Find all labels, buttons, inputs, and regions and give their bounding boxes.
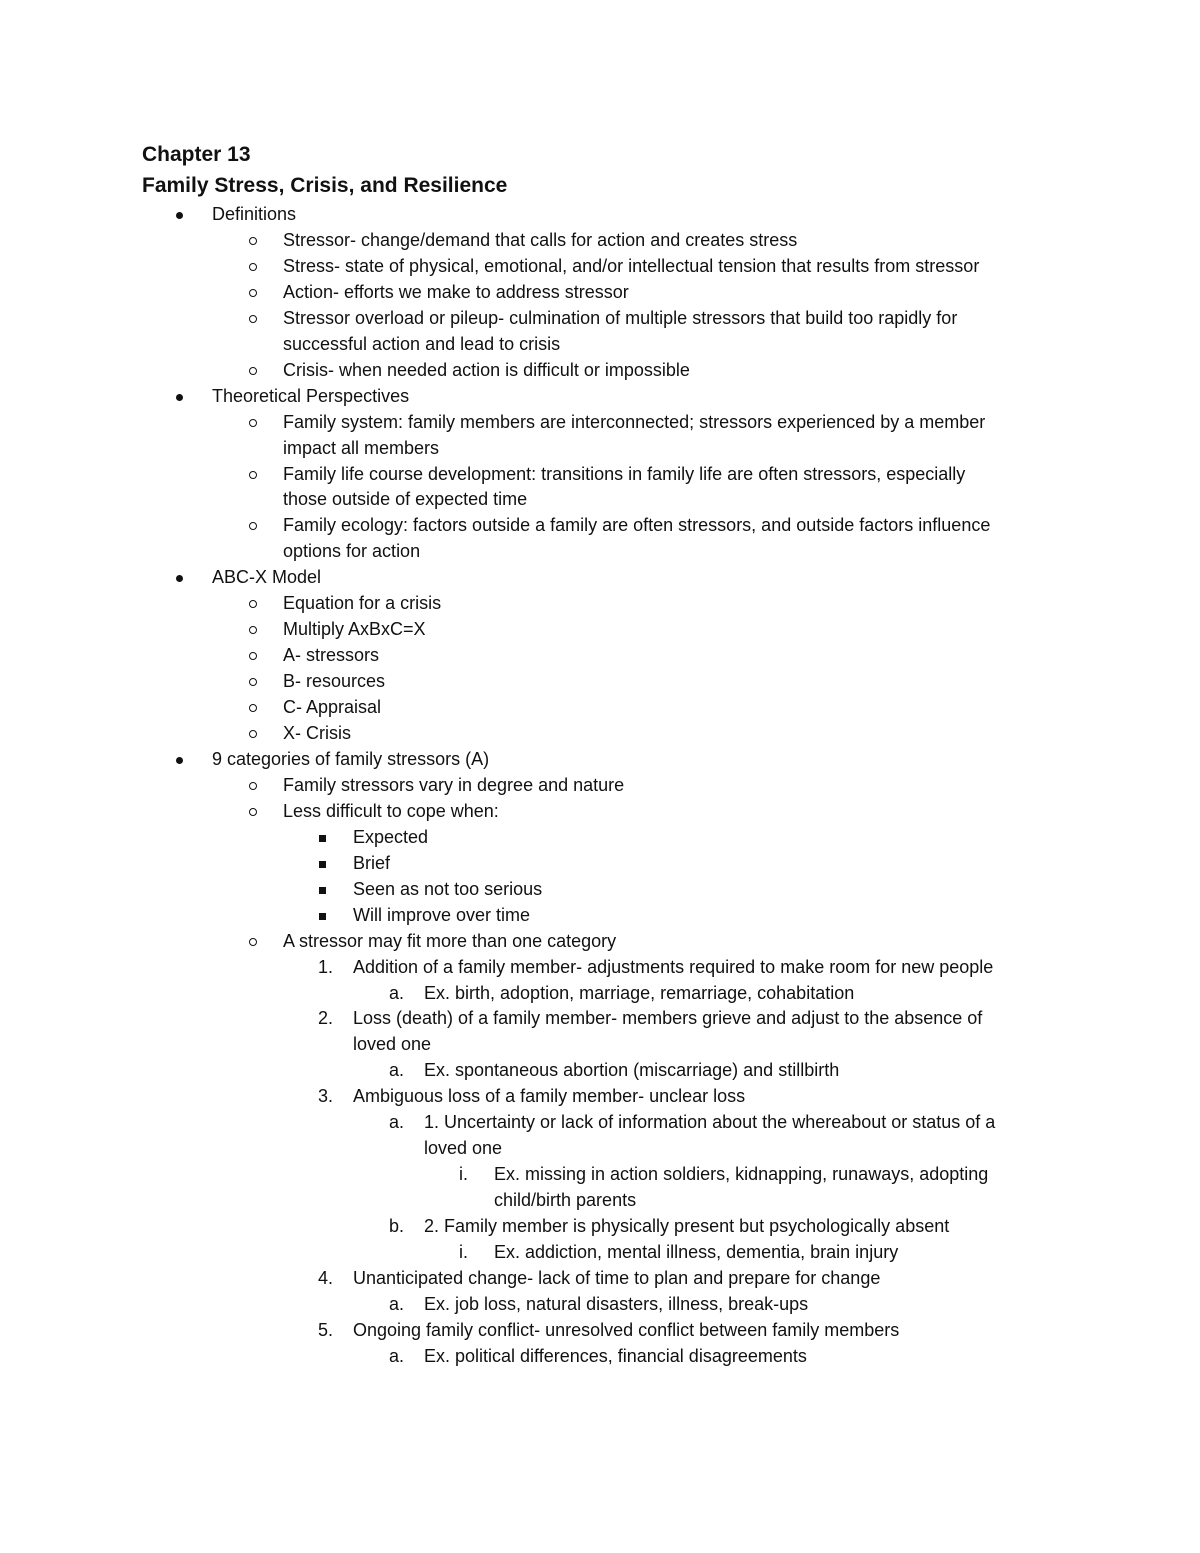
hollow-bullet-icon — [249, 289, 257, 297]
outline-text: Family system: family members are interconnected; stressors experienced by a member — [283, 411, 986, 432]
outline-line — [0, 902, 1200, 928]
outline-line — [0, 357, 1200, 383]
outline-text: Will improve over time — [353, 904, 531, 925]
outline-text: Ongoing family conflict- unresolved conflict between family members — [353, 1319, 900, 1340]
outline-text: Stressor overload or pileup- culmination of multiple stressors that build too rapidly for — [283, 307, 958, 328]
outline-text: options for action — [283, 541, 421, 562]
outline-text: ABC-X Model — [212, 567, 322, 588]
hollow-bullet-icon — [249, 678, 257, 686]
outline-line — [0, 435, 1200, 461]
outline-text: A stressor may fit more than one category — [283, 930, 617, 951]
outline-text: successful action and lead to crisis — [283, 333, 561, 354]
outline-line — [0, 1057, 1200, 1083]
outline-text: Stress- state of physical, emotional, and/or intellectual tension that results from stressor — [283, 255, 980, 276]
outline-text: Crisis- when needed action is difficult or impossible — [283, 359, 690, 380]
outline-text: Loss (death) of a family member- members grieve and adjust to the absence of — [353, 1008, 983, 1029]
hollow-bullet-icon — [249, 471, 257, 479]
outline-line — [0, 694, 1200, 720]
outline-line — [0, 980, 1200, 1006]
hollow-bullet-icon — [249, 730, 257, 738]
outline-line — [0, 850, 1200, 876]
list-number: i. — [459, 1164, 468, 1185]
outline-text: Ambiguous loss of a family member- unclear loss — [353, 1086, 746, 1107]
hollow-bullet-icon — [249, 652, 257, 660]
outline-text: B- resources — [283, 671, 386, 692]
outline-line — [0, 1343, 1200, 1369]
outline-line — [0, 1031, 1200, 1057]
outline-text: 2. Family member is physically present but psychologically absent — [424, 1216, 950, 1237]
list-number: 3. — [318, 1086, 334, 1107]
hollow-bullet-icon — [249, 626, 257, 634]
outline-line — [0, 954, 1200, 980]
outline-line — [0, 227, 1200, 253]
list-number: 1. — [318, 956, 334, 977]
outline-line — [0, 798, 1200, 824]
outline-text: Ex. job loss, natural disasters, illness, break-ups — [424, 1293, 809, 1314]
square-bullet-icon — [319, 887, 326, 894]
outline-text: Seen as not too serious — [353, 878, 543, 899]
outline-text: Multiply AxBxC=X — [283, 619, 426, 640]
outline-line — [0, 668, 1200, 694]
outline-line — [0, 486, 1200, 512]
outline-line — [0, 746, 1200, 772]
bullet-icon — [176, 212, 183, 219]
outline-line — [0, 642, 1200, 668]
hollow-bullet-icon — [249, 419, 257, 427]
outline-line — [0, 1265, 1200, 1291]
list-number: 4. — [318, 1267, 334, 1288]
list-number: a. — [389, 1293, 405, 1314]
outline-text: Theoretical Perspectives — [212, 385, 410, 406]
outline-line — [0, 720, 1200, 746]
outline-text: Equation for a crisis — [283, 593, 442, 614]
square-bullet-icon — [319, 835, 326, 842]
outline-text: Stressor- change/demand that calls for action and creates stress — [283, 229, 798, 250]
outline-text: A- stressors — [283, 645, 380, 666]
outline-text: Ex. missing in action soldiers, kidnapping, runaways, adopting — [494, 1164, 989, 1185]
list-number: a. — [389, 1345, 405, 1366]
outline-line — [0, 1239, 1200, 1265]
outline-line — [0, 383, 1200, 409]
outline-line — [0, 253, 1200, 279]
outline-text: Ex. spontaneous abortion (miscarriage) and stillbirth — [424, 1060, 840, 1081]
outline-text: Addition of a family member- adjustments required to make room for new people — [353, 956, 994, 977]
outline-text: 9 categories of family stressors (A) — [212, 748, 490, 769]
outline-text: loved one — [424, 1138, 503, 1159]
outline-line — [0, 1187, 1200, 1213]
square-bullet-icon — [319, 861, 326, 868]
outline-text: loved one — [353, 1034, 432, 1055]
outline-line — [0, 538, 1200, 564]
outline-line — [0, 824, 1200, 850]
hollow-bullet-icon — [249, 600, 257, 608]
outline-line — [0, 590, 1200, 616]
outline-line — [0, 201, 1200, 227]
list-number: a. — [389, 1112, 405, 1133]
list-number: i. — [459, 1242, 468, 1262]
hollow-bullet-icon — [249, 237, 257, 245]
outline-line — [0, 564, 1200, 590]
outline-text: Brief — [353, 852, 391, 873]
outline-text: impact all members — [283, 437, 440, 458]
outline-text: Ex. birth, adoption, marriage, remarriage, cohabitation — [424, 982, 855, 1003]
outline-line — [0, 305, 1200, 331]
outline-line — [0, 331, 1200, 357]
bullet-icon — [176, 757, 183, 764]
outline-line — [0, 1161, 1200, 1187]
outline-text: Family life course development: transitions in family life are often stressors, especially — [283, 463, 966, 484]
list-number: 2. — [318, 1008, 334, 1029]
hollow-bullet-icon — [249, 315, 257, 323]
hollow-bullet-icon — [249, 808, 257, 816]
chapter-heading: Chapter 13 — [142, 143, 251, 166]
bullet-icon — [176, 394, 183, 401]
outline-text: Definitions — [212, 204, 297, 224]
outline-line — [0, 772, 1200, 798]
outline-text: Unanticipated change- lack of time to plan and prepare for change — [353, 1267, 881, 1288]
outline-line — [0, 512, 1200, 538]
bullet-icon — [176, 575, 183, 582]
outline-text: Family stressors vary in degree and nature — [283, 774, 625, 795]
outline-text: Ex. addiction, mental illness, dementia, brain injury — [494, 1242, 899, 1262]
outline-line — [0, 1291, 1200, 1317]
hollow-bullet-icon — [249, 522, 257, 530]
hollow-bullet-icon — [249, 782, 257, 790]
hollow-bullet-icon — [249, 704, 257, 712]
outline-line — [0, 1213, 1200, 1239]
list-number: b. — [389, 1216, 405, 1237]
outline-text: Expected — [353, 826, 429, 847]
outline-line — [0, 928, 1200, 954]
outline-line — [0, 1135, 1200, 1161]
hollow-bullet-icon — [249, 367, 257, 375]
outline-text: 1. Uncertainty or lack of information about the whereabout or status of a — [424, 1112, 996, 1133]
outline-line — [0, 1317, 1200, 1343]
outline-text: Action- efforts we make to address stressor — [283, 281, 629, 302]
list-number: 5. — [318, 1319, 334, 1340]
outline-line — [0, 279, 1200, 305]
outline-line — [0, 876, 1200, 902]
outline-line — [0, 1083, 1200, 1109]
square-bullet-icon — [319, 913, 326, 920]
hollow-bullet-icon — [249, 263, 257, 271]
outline-text: C- Appraisal — [283, 697, 382, 718]
outline-text: Family ecology: factors outside a family are often stressors, and outside factors influence — [283, 515, 991, 536]
outline-line — [0, 461, 1200, 487]
outline-line — [0, 409, 1200, 435]
outline-text: child/birth parents — [494, 1190, 637, 1211]
outline-text: Less difficult to cope when: — [283, 800, 499, 821]
outline-line — [0, 1005, 1200, 1031]
outline-line — [0, 1109, 1200, 1135]
list-number: a. — [389, 982, 405, 1003]
hollow-bullet-icon — [249, 938, 257, 946]
outline-text: X- Crisis — [283, 723, 351, 743]
list-number: a. — [389, 1060, 405, 1081]
outline-text: Ex. political differences, financial disagreements — [424, 1345, 807, 1366]
outline-line — [0, 616, 1200, 642]
outline-text: those outside of expected time — [283, 489, 528, 510]
chapter-title: Family Stress, Crisis, and Resilience — [142, 174, 508, 197]
